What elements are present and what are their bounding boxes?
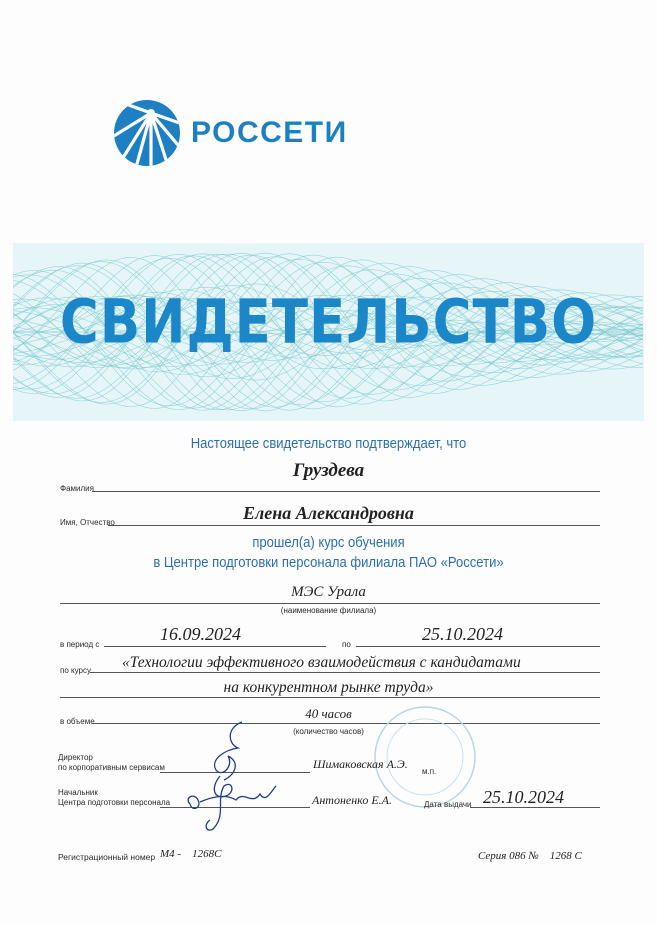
series-number: Серия 086 № 1268 С — [478, 850, 582, 862]
registration-value: М4 - 1268С — [160, 848, 222, 860]
course-line2 — [60, 697, 600, 698]
name-value: Елена Александровна — [243, 503, 414, 523]
surname-line — [92, 491, 600, 492]
issue-date-label: Дата выдачи — [424, 800, 472, 809]
period-from-label: в период с — [60, 640, 100, 649]
director-name: Шимаковская А.Э. — [313, 757, 408, 771]
intro-text: Настоящее свидетельство подтверждает, что — [190, 436, 467, 452]
period-to-label: по — [342, 640, 351, 649]
course-value-line1: «Технологии эффективного взаимодействия с кандидатами — [122, 654, 521, 671]
course-text-line1: прошел(а) курс обучения — [252, 535, 405, 551]
registration-label: Регистрационный номер — [58, 852, 156, 862]
surname-value: Груздева — [292, 460, 365, 481]
stamp-label: м.п. — [422, 767, 437, 776]
rosseti-logo — [113, 99, 348, 169]
surname-label: Фамилия — [60, 484, 94, 493]
branch-value: МЭС Урала — [291, 584, 366, 600]
period-to-value: 25.10.2024 — [422, 624, 503, 644]
director-label-line1: Директор — [58, 753, 93, 762]
issue-date-value: 25.10.2024 — [483, 787, 564, 807]
course-value-line2: на конкурентном рынке труда» — [223, 679, 434, 696]
rosseti-emblem-icon — [113, 99, 181, 167]
course-text-line2: в Центре подготовки персонала филиала ПАО «Россети» — [153, 555, 504, 571]
period-from-line — [104, 646, 326, 647]
period-from-value: 16.09.2024 — [160, 624, 241, 644]
brand-name: РОССЕТИ — [191, 116, 348, 149]
branch-line — [60, 603, 600, 604]
volume-label: в объеме — [60, 717, 95, 726]
volume-value: 40 часов — [305, 706, 352, 721]
certificate-title: СВИДЕТЕЛЬСТВО — [59, 287, 598, 358]
volume-line — [92, 723, 600, 724]
head-label-line1: Начальник — [58, 788, 98, 797]
course-label: по курсу — [60, 666, 91, 675]
name-label: Имя, Отчество — [60, 518, 115, 527]
head-name: Антоненко Е.А. — [312, 793, 392, 807]
course-line1 — [90, 672, 600, 673]
name-line — [108, 525, 600, 526]
director-label-line2: по корпоративным сервисам — [58, 763, 165, 772]
period-to-line — [356, 646, 600, 647]
branch-caption: (наименование филиала) — [280, 606, 377, 615]
handwritten-signatures — [180, 716, 290, 838]
head-label-line2: Центра подготовки персонала — [58, 798, 171, 807]
volume-caption: (количество часов) — [293, 727, 364, 736]
